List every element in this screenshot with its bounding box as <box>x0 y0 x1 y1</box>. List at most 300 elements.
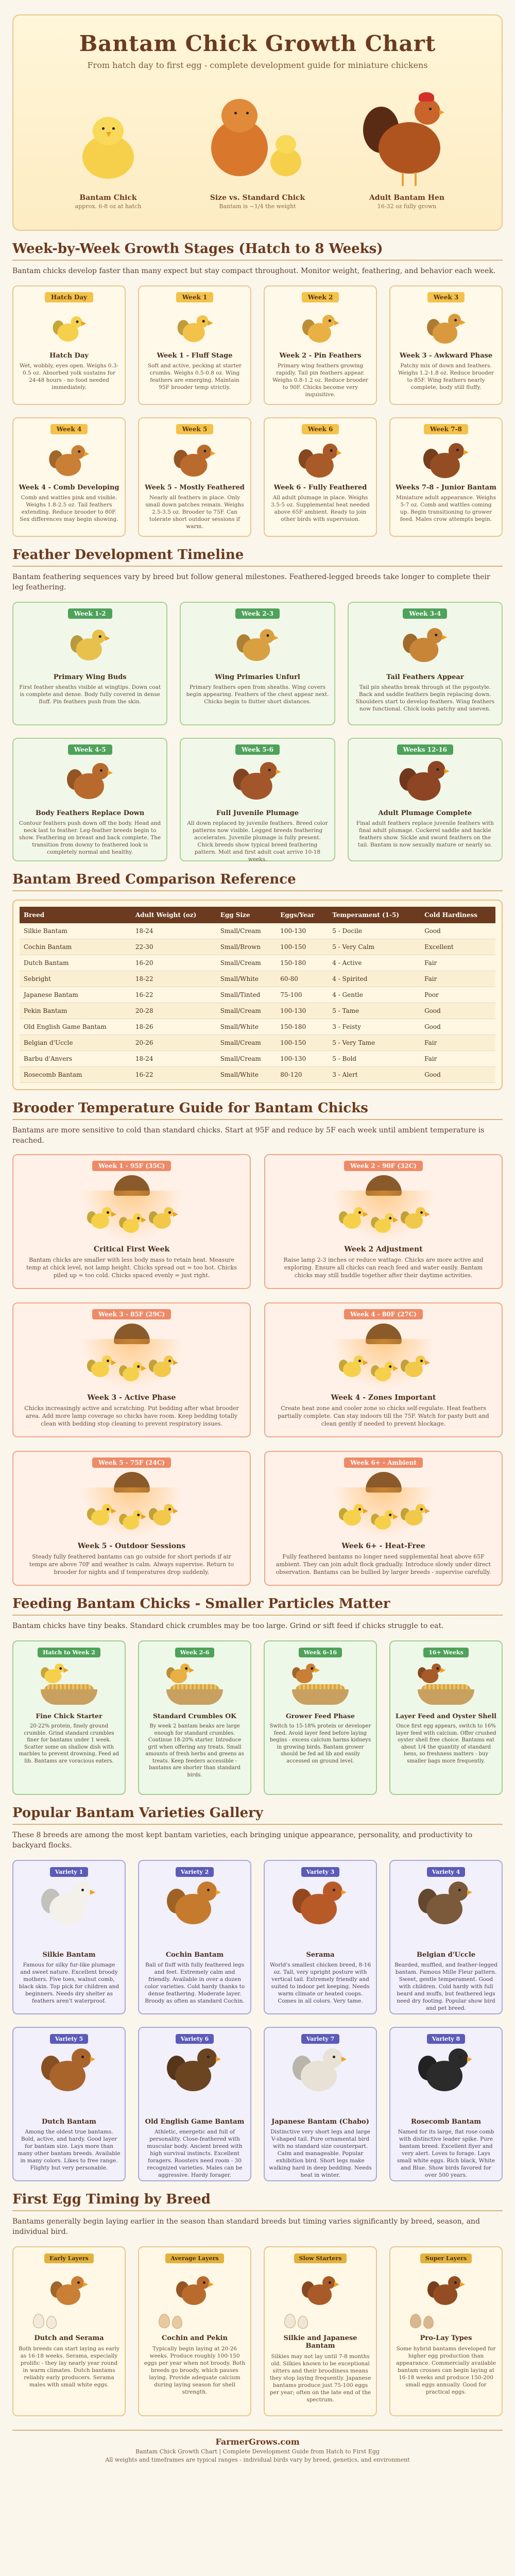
week-stage-badge: Hatch Day <box>45 292 93 302</box>
footer <box>12 2430 503 2463</box>
feeding-stage-card <box>264 1640 377 1795</box>
footer-line: Bantam Chick Growth Chart | Complete Development Guide from Hatch to First Egg <box>135 2448 380 2455</box>
feed-bowl-icon <box>41 1689 97 1705</box>
table-cell: Small/Cream <box>216 955 277 971</box>
chick-icon <box>149 1503 177 1528</box>
egg-timing-card-text: Some hybrid bantams developed for higher egg production than appearance. Commercially available bantam crosses can begin laying at 16-18 weeks and produce 150-200 small eggs annually. Good for practical eggs. <box>396 2346 496 2395</box>
week-stage-badge: Week 3 <box>427 292 465 302</box>
week-stage-illustration <box>144 307 245 348</box>
hen-icon <box>302 2275 339 2308</box>
table-cell: Fair <box>420 1035 495 1051</box>
egg-timing-illustration <box>18 2268 121 2330</box>
table-row <box>20 1019 495 1035</box>
feather-stage-card <box>12 602 167 725</box>
hero-caption: Bantam Chick <box>79 194 137 202</box>
table-cell: 60-80 <box>276 971 328 987</box>
feeding-section-title: Feeding Bantam Chicks - Smaller Particles Matter <box>12 1596 503 1616</box>
brooder-week-illustration <box>270 1324 496 1391</box>
feather-section-title: Feather Development Timeline <box>12 547 503 567</box>
feather-stage-card-title: Body Feathers Replace Down <box>36 809 145 817</box>
egg-timing-card-text: Typically begin laying at 20-26 weeks. Produce roughly 100-150 eggs per year when not broody. Both breeds go broody, which pauses laying. Provide adequate calcium during laying season for shell strength. <box>144 2346 246 2395</box>
feather-stage-card-text: Contour feathers push down off the body. Head and neck last to feather. Leg-feather breeds begin to show. Feathering on breast and back complete. The transition from downy to feathered look is completely normal and healthy. <box>19 820 161 855</box>
feather-stage-card <box>12 738 167 861</box>
week-stage-illustration <box>270 438 371 480</box>
variety-badge: Variety 3 <box>301 1867 340 1877</box>
page <box>0 14 515 2576</box>
feeding-stage-badge: 16+ Weeks <box>423 1648 469 1657</box>
bantam-breed-icon <box>167 2046 222 2095</box>
table-cell: 18-22 <box>131 971 216 987</box>
egg-timing-card-text: Both breeds can start laying as early as 16-18 weeks. Serama, especially prolific - they lay nearly year round in warm climates. Dutch bantams reliably early producers. Serama males with small white eggs. <box>18 2346 120 2388</box>
table-cell: 20-28 <box>131 1003 216 1019</box>
feed-bowl-icon <box>418 1689 474 1705</box>
hero-subcaption: Bantam is ~1/4 the weight <box>219 203 296 210</box>
variety-illustration <box>394 2048 497 2115</box>
feather-stage-card <box>348 738 503 861</box>
chick-icon <box>339 1206 367 1231</box>
table-cell: 3 - Alert <box>328 1067 420 1083</box>
chick-icon <box>401 1206 428 1231</box>
feather-stage-card-title: Wing Primaries Unfurl <box>215 673 300 681</box>
table-row <box>20 1067 495 1083</box>
feathering-chick-icon <box>67 761 113 802</box>
brooder-week-card-title: Week 5 - Outdoor Sessions <box>77 1542 186 1550</box>
table-cell: Good <box>420 1003 495 1019</box>
variety-card <box>264 2027 377 2181</box>
hero-subcaption: 16-32 oz fully grown <box>377 203 437 210</box>
chick-icon <box>302 313 338 345</box>
brooder-week-badge: Week 5 - 75F (24C) <box>92 1458 171 1468</box>
feeding-stage-card-text: By week 2 bantam beaks are large enough for standard crumbles. Continue 18-20% starter. Introduce grit when offering any treats. Small amounts of fresh herbs and greens as treats. Keep feeders accessible - bantams are shorter than standard birds. <box>145 1723 244 1778</box>
egg-icon <box>33 2314 44 2328</box>
egg-timing-card-title: Dutch and Serama <box>34 2334 104 2342</box>
feather-stage-illustration <box>19 759 161 805</box>
table-cell: Belgian d'Uccle <box>20 1035 131 1051</box>
variety-card-text: Famous for silky fur-like plumage and sweet nature. Excellent broody mothers. Five toes, walnut comb, black skin. Top pick for children and beginners. Needs dry shelter as feathers aren't waterproof. <box>19 1962 119 2004</box>
table-cell: Small/Brown <box>216 939 277 955</box>
table-cell: 100-130 <box>276 1051 328 1067</box>
hero-caption: Size vs. Standard Chick <box>210 194 305 202</box>
variety-card-title: Serama <box>306 1951 335 1959</box>
chick-icon <box>418 1663 443 1685</box>
brooder-week-illustration <box>19 1472 245 1539</box>
chick-icon <box>174 443 216 480</box>
feathering-chick-icon <box>403 626 448 665</box>
hen-icon <box>176 2275 213 2308</box>
brooder-week-card-title: Critical First Week <box>93 1245 170 1253</box>
egg-timing-card-title: Pro-Lay Types <box>420 2334 472 2342</box>
table-cell: 22-30 <box>131 939 216 955</box>
brooder-week-badge: Week 4 - 80F (27C) <box>344 1309 423 1319</box>
table-cell: Fair <box>420 955 495 971</box>
variety-illustration <box>394 1881 497 1948</box>
egg-timing-card-title: Silkie and Japanese Bantam <box>283 2334 357 2350</box>
hero-subcaption: approx. 6-8 oz at hatch <box>75 203 142 210</box>
brooder-week-illustration <box>270 1472 496 1539</box>
week-stage-card-title: Weeks 7-8 - Junior Bantam <box>396 484 496 492</box>
egg-grid <box>12 2246 503 2416</box>
table-cell: Small/White <box>216 1019 277 1035</box>
variety-badge: Variety 8 <box>427 2034 466 2044</box>
varieties-section-title: Popular Bantam Varieties Gallery <box>12 1805 503 1825</box>
egg-timing-card <box>138 2246 251 2416</box>
feeding-stage-card-text: Once first egg appears, switch to 16% layer feed with calcium. Offer crushed oyster shell free choice. Bantams eat about 1/4 the quantity of standard hens, so freshness matters - buy smaller bags more frequently. <box>396 1723 496 1764</box>
feeding-stage-card-title: Grower Feed Phase <box>285 1712 355 1720</box>
brooder-week-badge: Week 3 - 85F (29C) <box>92 1309 171 1319</box>
chick-icon <box>292 1663 318 1685</box>
feather-stage-card-text: First feather sheaths visible at wingtips. Down coat is complete and dense. Body fully covered in dense fluff. Pin feathers push from the skin. <box>19 684 161 705</box>
egg-icon <box>172 2316 182 2329</box>
variety-card <box>138 1860 251 2014</box>
chick-icon <box>371 1212 397 1235</box>
egg-icon <box>410 2314 421 2328</box>
table-row <box>20 955 495 971</box>
chick-icon <box>178 314 212 344</box>
feeding-stage-badge: Week 6-16 <box>299 1648 342 1657</box>
table-cell: Sebright <box>20 971 131 987</box>
brooder-week-illustration <box>19 1175 245 1242</box>
hen-icon <box>50 2275 88 2308</box>
table-cell: 150-180 <box>276 1019 328 1035</box>
bantam-breed-icon <box>293 2046 348 2095</box>
feather-stage-card <box>348 602 503 725</box>
table-cell: Small/White <box>216 971 277 987</box>
chick-icon <box>149 1354 177 1379</box>
feed-bowl-icon <box>166 1689 223 1705</box>
hero-adult-hen <box>350 83 464 210</box>
table-cell: Good <box>420 923 495 939</box>
week-stage-card-title: Week 2 - Pin Feathers <box>279 352 362 360</box>
egg-timing-card <box>389 2246 503 2416</box>
feather-stage-badge: Week 2-3 <box>235 608 280 619</box>
week-stage-badge: Week 1 <box>176 292 214 302</box>
table-cell: 100-150 <box>276 939 328 955</box>
week-stage-illustration <box>19 438 119 480</box>
table-cell: 5 - Bold <box>328 1051 420 1067</box>
bantam-breed-icon <box>41 1879 97 1928</box>
table-cell: 3 - Feisty <box>328 1019 420 1035</box>
chick-icon <box>49 444 89 479</box>
table-header-cell: Egg Size <box>216 907 277 923</box>
feeding-intro: Bantam chicks have tiny beaks. Standard chick crumbles may be too large. Grind or sift feed if chicks struggle to eat. <box>12 1622 444 1630</box>
varieties-intro: These 8 breeds are among the most kept bantam varieties, each bringing unique appearance, personality, and productivity to backyard flocks. <box>12 1831 473 1850</box>
variety-card <box>12 2027 126 2181</box>
table-row <box>20 987 495 1003</box>
variety-badge: Variety 6 <box>176 2034 214 2044</box>
feathering-chick-icon <box>236 627 278 664</box>
feeding-stage-badge: Week 2-6 <box>175 1648 215 1657</box>
table-cell: 18-26 <box>131 1019 216 1035</box>
table-cell: Small/Cream <box>216 1003 277 1019</box>
brooder-week-card-title: Week 2 Adjustment <box>344 1245 423 1253</box>
chick-icon <box>87 1206 115 1231</box>
table-row <box>20 971 495 987</box>
table-cell: Poor <box>420 987 495 1003</box>
variety-card-title: Belgian d'Uccle <box>416 1951 476 1959</box>
feather-stage-badge: Week 4-5 <box>68 744 112 755</box>
feeding-stage-card <box>12 1640 126 1795</box>
brooder-week-card-text: Chicks increasingly active and scratching. Put bedding after what brooder area. Add more lamp coverage so chicks have room. Keep bedding totally clean with bedding stop cleaning to prevent respiratory issues. <box>24 1405 239 1427</box>
week-stage-card-title: Week 3 - Awkward Phase <box>399 352 493 360</box>
egg-timing-card <box>264 2246 377 2416</box>
variety-card-title: Japanese Bantam (Chabo) <box>271 2118 369 2126</box>
chick-icon <box>423 441 469 481</box>
header-banner <box>12 14 503 231</box>
feeding-stage-badge: Hatch to Week 2 <box>38 1648 100 1657</box>
egg-timing-illustration <box>394 2268 497 2330</box>
table-header-cell: Breed <box>20 907 131 923</box>
feathering-chick-icon <box>70 628 110 663</box>
egg-timing-badge: Early Layers <box>44 2253 94 2263</box>
egg-icon <box>298 2316 308 2329</box>
egg-timing-badge: Super Layers <box>420 2253 472 2263</box>
weekly-intro: Bantam chicks develop faster than many expect but stay compact throughout. Monitor weight, feathering, and behavior each week. <box>12 267 496 275</box>
hero-caption: Adult Bantam Hen <box>369 194 445 202</box>
table-cell: 100-130 <box>276 1003 328 1019</box>
table-cell: Small/Cream <box>216 1051 277 1067</box>
feathering-chick-icon <box>400 759 451 804</box>
feather-stage-card-text: All down replaced by juvenile feathers. Breed color patterns now visible. Legged breeds feathering accelerates. Juvenile plumage is fully present. Chick breeds show typical breed feathering pattern. Molt and first adult coat arrive 10-18 weeks. <box>187 820 328 862</box>
page-subtitle: From hatch day to first egg - complete development guide for miniature chickens <box>87 60 428 70</box>
week-stage-card-text: Nearly all feathers in place. Only small down patches remain. Weighs 2.5-3.5 oz. Brooder to 75F. Can tolerate short outdoor sessions if warm. <box>145 495 244 530</box>
variety-illustration <box>143 2048 246 2115</box>
week-stage-card-title: Week 5 - Mostly Feathered <box>145 484 245 492</box>
brooder-week-badge: Week 2 - 90F (32C) <box>344 1161 423 1171</box>
feeding-stage-card-text: 20-22% protein, finely ground crumble. Grind standard crumbles finer for bantams under 1 week. Scatter some on shallow dish with marbles to prevent drowning. Feed ad lib. Bantams are voracious eaters. <box>19 1723 119 1764</box>
brooder-week-card-text: Create heat zone and cooler zone so chicks self-regulate. Heat feathers partially complete. Can stay indoors till the 75F. Watch for pasty butt and clean gently if needed to prevent blockage. <box>278 1405 489 1427</box>
week-stage-card <box>264 417 377 537</box>
bantam-breed-icon <box>418 2046 474 2095</box>
week-stage-card-text: Wet, wobbly, eyes open. Weighs 0.3-0.5 oz. Absorbed yolk sustains for 24-48 hours - no food needed immediately. <box>19 363 119 391</box>
variety-card-text: Athletic, energetic and full of personality. Close-feathered with muscular body. Ancient breed with high survival instincts. Excellent foragers. Roosters need room - 30 recognized varieties. Males can be aggressive. Hardy forager. <box>147 2129 243 2178</box>
brooder-intro: Bantams are more sensitive to cold than standard chicks. Start at 95F and reduce by 5F each week until ambient temperature is reached. <box>12 1126 485 1145</box>
variety-card-title: Silkie Bantam <box>42 1951 96 1959</box>
feather-stage-card-title: Full Juvenile Plumage <box>216 809 299 817</box>
brooder-week-badge: Week 6+ - Ambient <box>344 1458 423 1468</box>
footer-disclaimer: All weights and timeframes are typical ranges - individual birds vary by breed, genetics, and environment <box>105 2456 410 2463</box>
hen-icon <box>427 2275 465 2308</box>
variety-badge: Variety 1 <box>50 1867 89 1877</box>
chick-icon <box>119 1212 145 1235</box>
weekly-section-title: Week-by-Week Growth Stages (Hatch to 8 Weeks) <box>12 241 503 261</box>
variety-card <box>264 1860 377 2014</box>
table-cell: 4 - Active <box>328 955 420 971</box>
egg-timing-card <box>12 2246 126 2416</box>
feather-stage-card-title: Primary Wing Buds <box>53 673 127 681</box>
yellow-chick-icon <box>77 114 139 181</box>
chick-icon <box>87 1354 115 1379</box>
variety-badge: Variety 5 <box>50 2034 89 2044</box>
table-cell: 5 - Very Tame <box>328 1035 420 1051</box>
week-stage-card <box>12 285 126 405</box>
brooder-section-title: Brooder Temperature Guide for Bantam Chicks <box>12 1100 503 1120</box>
comparison-section-title: Bantam Breed Comparison Reference <box>12 872 503 891</box>
table-cell: Small/White <box>216 1067 277 1083</box>
bantam-breed-icon <box>167 1879 222 1928</box>
feather-stage-illustration <box>354 759 496 805</box>
week-stage-card-text: Comb and wattles pink and visible. Weighs 1.8-2.5 oz. Tail feathers extending. Reduce brooder to 80F. Sex differences may begin showing. <box>20 495 118 522</box>
week-stage-card-title: Hatch Day <box>49 352 89 360</box>
brooder-week-card-text: Raise lamp 2-3 inches or reduce wattage. Chicks are more active and exploring. Ensure all chicks can reach feed and water easily. Bantam chicks may still huddle together after their daytime activities. <box>283 1257 484 1279</box>
table-cell: Rosecomb Bantam <box>20 1067 131 1083</box>
table-header-cell: Adult Weight (oz) <box>131 907 216 923</box>
chick-icon <box>401 1503 428 1528</box>
table-header-row <box>20 907 495 923</box>
week-stage-badge: Week 2 <box>302 292 339 302</box>
feeding-stage-illustration <box>143 1663 246 1708</box>
table-cell: Small/Cream <box>216 923 277 939</box>
brooder-week-illustration <box>19 1324 245 1391</box>
eggs-intro: Bantams generally begin laying earlier in the season than standard breeds but timing varies significantly by breed, season, and individual bird. <box>12 2217 480 2236</box>
feather-stage-illustration <box>186 623 329 669</box>
table-cell: Barbu d'Anvers <box>20 1051 131 1067</box>
brooder-week-card-text: Bantam chicks are smaller with less body mass to retain heat. Measure temp at chick level, not lamp height. Chicks spread out = too hot. Chicks piled up = too cold. Chicks spaced evenly = just right. <box>26 1257 237 1279</box>
feeding-grid <box>12 1640 503 1795</box>
variety-card-title: Cochin Bantam <box>165 1951 224 1959</box>
hero-chick <box>52 83 165 210</box>
week-stage-card <box>138 417 251 537</box>
week-stage-card-title: Week 1 - Fluff Stage <box>157 352 233 360</box>
feather-stage-card-text: Final adult feathers replace juvenile feathers with final adult plumage. Cockerel saddle and hackle feathers show. Sickle and sword feathers on the tail. Bantam is now sexually mature or nearly so. <box>356 820 494 848</box>
chick-icon <box>166 1663 192 1685</box>
variety-badge: Variety 7 <box>301 2034 340 2044</box>
feather-stage-card-text: Tail pin sheaths break through at the pygostyle. Back and saddle feathers begin replacing down. Shoulders start to develop feathers. Wing feathers now functional. Chick looks patchy and uneven. <box>355 684 495 712</box>
table-cell: Fair <box>420 1051 495 1067</box>
feather-stage-badge: Week 3-4 <box>403 608 447 619</box>
week-stage-card <box>389 285 503 405</box>
feather-stage-illustration <box>186 759 329 805</box>
footer-site-link[interactable]: FarmerGrows.com <box>215 2437 300 2447</box>
bantam-breed-icon <box>41 2046 97 2095</box>
variety-card-title: Dutch Bantam <box>42 2118 96 2126</box>
week-stage-card-title: Week 6 - Fully Feathered <box>273 484 367 492</box>
week-stage-card-text: Soft and active, pecking at starter crumbs. Weighs 0.5-0.8 oz. Wing feathers are emerging. Maintain 95F brooder temp strictly. <box>147 363 242 391</box>
table-cell: 16-22 <box>131 987 216 1003</box>
chick-icon <box>87 1503 115 1528</box>
variety-illustration <box>269 2048 372 2115</box>
feather-stage-card-text: Primary feathers open from sheaths. Wing covers begin appearing. Feathers of the chest appear next. Chicks begin to flutter short distances. <box>186 684 329 705</box>
brooder-week-card-title: Week 6+ - Heat-Free <box>341 1542 425 1550</box>
egg-timing-card-title: Cochin and Pekin <box>162 2334 228 2342</box>
variety-illustration <box>143 1881 246 1948</box>
brooder-week-card-title: Week 3 - Active Phase <box>87 1394 176 1402</box>
table-cell: Pekin Bantam <box>20 1003 131 1019</box>
egg-timing-badge: Slow Starters <box>294 2253 347 2263</box>
page-title: Bantam Chick Growth Chart <box>79 31 436 56</box>
brooder-week-card <box>264 1154 503 1289</box>
egg-icon <box>423 2316 434 2329</box>
feather-stage-illustration <box>19 623 161 669</box>
feeding-stage-card-text: Switch to 15-18% protein or developer feed. Avoid layer feed before laying begins - excess calcium harms kidneys in growing birds. Bantam grower should be fed ad lib and easily accessed on ground level. <box>269 1723 371 1764</box>
table-cell: Small/Cream <box>216 1035 277 1051</box>
table-cell: Old English Game Bantam <box>20 1019 131 1035</box>
table-cell: Good <box>420 1067 495 1083</box>
egg-icon <box>284 2314 296 2328</box>
table-cell: 75-100 <box>276 987 328 1003</box>
variety-illustration <box>18 1881 121 1948</box>
feather-stage-badge: Weeks 12-16 <box>397 744 453 755</box>
brooder-week-card-title: Week 4 - Zones Important <box>331 1394 436 1402</box>
week-stage-badge: Week 5 <box>176 424 214 434</box>
egg-timing-illustration <box>269 2268 372 2330</box>
brooder-week-card <box>12 1451 251 1586</box>
chick-icon <box>339 1503 367 1528</box>
variety-grid <box>12 1860 503 2181</box>
week-stage-badge: Week 6 <box>302 424 339 434</box>
chick-icon <box>371 1509 397 1532</box>
brooder-week-card <box>264 1302 503 1437</box>
feeding-stage-card-title: Fine Chick Starter <box>36 1712 102 1720</box>
table-cell: 5 - Very Calm <box>328 939 420 955</box>
week-stage-illustration <box>396 307 496 348</box>
table-cell: Japanese Bantam <box>20 987 131 1003</box>
feather-stage-badge: Week 5-6 <box>235 744 280 755</box>
variety-card <box>389 2027 503 2181</box>
bantam-breed-icon <box>293 1879 348 1928</box>
variety-illustration <box>18 2048 121 2115</box>
table-cell: Fair <box>420 971 495 987</box>
egg-timing-illustration <box>143 2268 246 2330</box>
chick-icon <box>401 1354 428 1379</box>
feather-stage-badge: Week 1-2 <box>68 608 112 619</box>
variety-card-text: Ball of fluff with fully feathered legs and feet. Extremely calm and friendly. Available in over a dozen color varieties. Cold hardy thanks to dense feathering. Moderate layer. Broody as often as standard Cochin. <box>144 1962 245 2004</box>
brooder-week-card <box>12 1302 251 1437</box>
variety-card-text: Distinctive very short legs and large V-shaped tail. Pure ornamental bird with no standard size counterpart. Calm and manageable. Popular exhibition bird. Short legs make walking hard in deep bedding. Needs heat in winter. <box>269 2129 372 2178</box>
comparison-table-wrap <box>12 900 503 1090</box>
variety-card-text: Bearded, muffled, and feather-legged bantam. Famous Mille Fleur pattern. Sweet, gentle temperament. Good with children. Cold hardy with full beard and muffs, but feathered legs need dry footing. Popular show bird and pet breed. <box>394 1962 497 2011</box>
feeding-stage-illustration <box>269 1663 372 1708</box>
table-row <box>20 923 495 939</box>
table-cell: 100-150 <box>276 1035 328 1051</box>
week-stage-card <box>138 285 251 405</box>
feeding-stage-card <box>389 1640 503 1795</box>
table-cell: Silkie Bantam <box>20 923 131 939</box>
feeding-stage-card-title: Standard Crumbles OK <box>153 1712 236 1720</box>
table-cell: 5 - Tame <box>328 1003 420 1019</box>
week-stage-illustration <box>396 438 496 480</box>
feeding-stage-illustration <box>394 1663 497 1708</box>
variety-badge: Variety 4 <box>427 1867 466 1877</box>
chick-icon <box>53 315 85 344</box>
table-cell: 16-22 <box>131 1067 216 1083</box>
table-row <box>20 1003 495 1019</box>
feather-intro: Bantam feathering sequences vary by breed but follow general milestones. Feathered-legged breeds take longer to complete their leg feathering. <box>12 573 490 591</box>
table-cell: 80-120 <box>276 1067 328 1083</box>
chick-icon <box>119 1361 145 1383</box>
feeding-stage-card-title: Layer Feed and Oyster Shell <box>396 1712 496 1720</box>
brooder-week-card-text: Steady fully feathered bantams can go outside for short periods if air temps are above 70F and weather is calm. Always supervise. Return to brooder for nights and if temperatures drop suddenly. <box>29 1553 234 1575</box>
week-stage-card <box>264 285 377 405</box>
feather-stage-card-title: Tail Feathers Appear <box>386 673 464 681</box>
table-row <box>20 939 495 955</box>
table-header-cell: Eggs/Year <box>276 907 328 923</box>
week-stage-card-text: Patchy mix of down and feathers. Weighs 1.2-1.8 oz. Reduce brooder to 85F. Wing feathers nearly complete, body still fluffy. <box>398 363 494 391</box>
chick-icon <box>371 1361 397 1383</box>
table-cell: 20-26 <box>131 1035 216 1051</box>
variety-card-text: World's smallest chicken breed, 8-16 oz. Tall, very upright posture with vertical tail. Extremely friendly and suited to indoor pet keeping. Needs warm climate or heated coops. Comes in all colors. Very tame. <box>269 1962 371 2004</box>
table-cell: Small/Tinted <box>216 987 277 1003</box>
feather-stage-card <box>180 738 335 861</box>
table-cell: Dutch Bantam <box>20 955 131 971</box>
table-cell: 100-130 <box>276 923 328 939</box>
adult-hen-icon <box>363 91 451 189</box>
week-stage-card <box>12 417 126 537</box>
variety-card-text: Named for its large, flat rose comb with distinctive leader spike. Pure bantam breed. Excellent flyer and very alert. Loves to forage. Lays small white eggs. Rich black, White and Blue. Show birds favored for over 500 years. <box>397 2129 495 2178</box>
chick-icon <box>41 1663 66 1685</box>
feather-stage-card <box>180 602 335 725</box>
variety-card <box>12 1860 126 2014</box>
feather-stage-card-title: Adult Plumage Complete <box>378 809 472 817</box>
